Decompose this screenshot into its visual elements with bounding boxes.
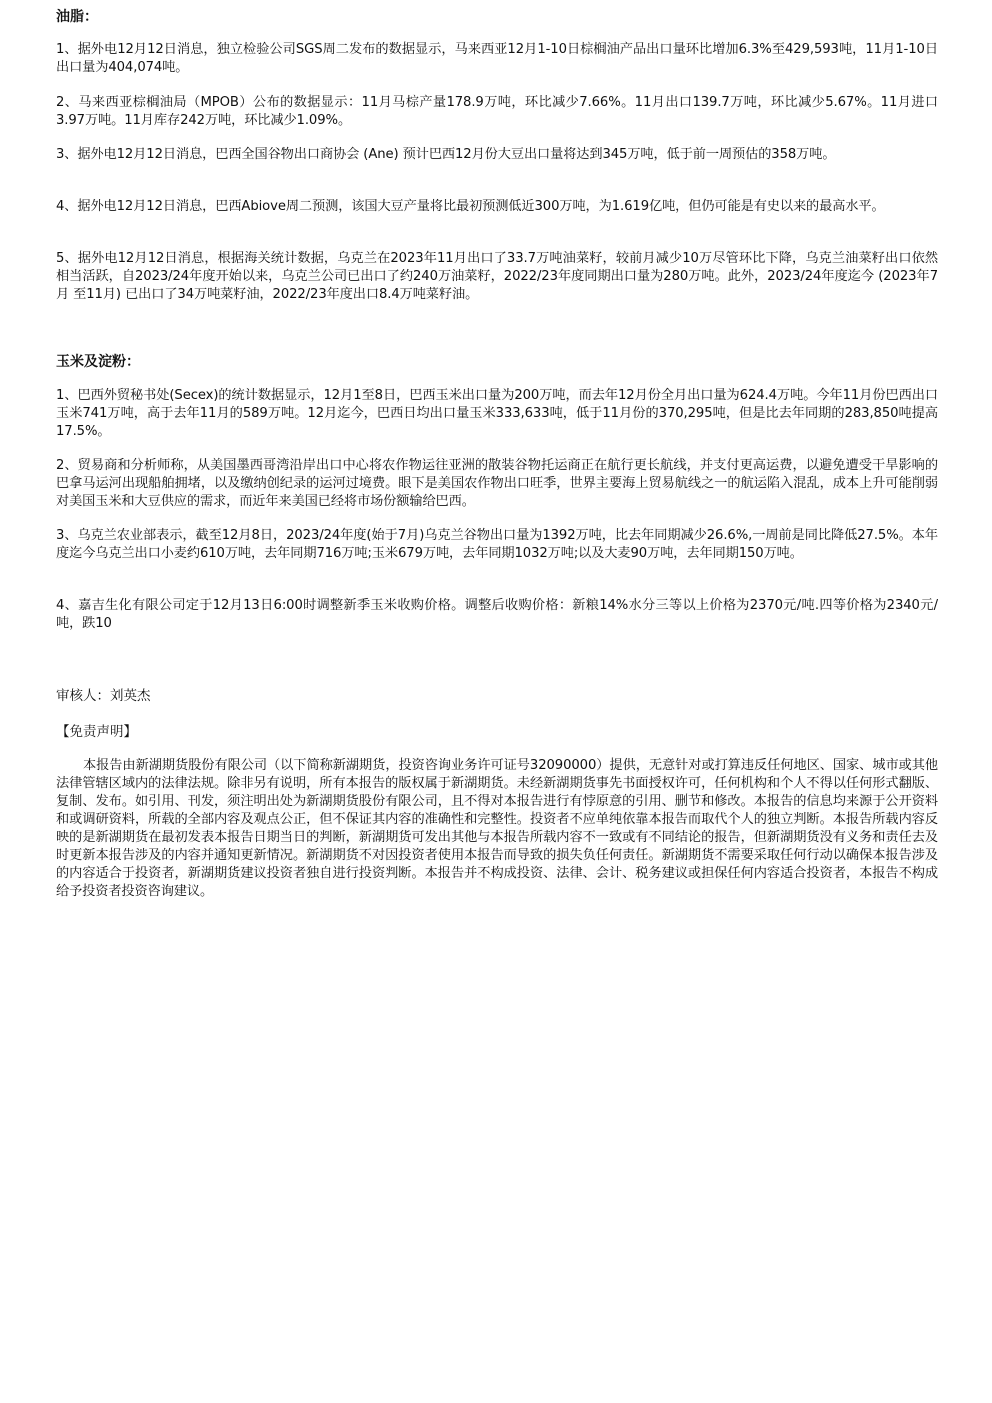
oils-item-1: 1、据外电12月12日消息，独立检验公司SGS周二发布的数据显示，马来西亚12月1-10日棕榈油产品出口量环比增加6.3%至429,593吨，11月1-10日出口量为404,074吨。 <box>56 42 938 75</box>
reviewer-line: 审核人：刘英杰 <box>56 688 151 704</box>
oils-item-2: 2、马来西亚棕榈油局（MPOB）公布的数据显示：11月马棕产量178.9万吨，环比减少7.66%。11月出口139.7万吨，环比减少5.67%。11月进口3.97万吨。11月库存242万吨，环比减少1.09%。 <box>56 95 938 128</box>
oils-item-3: 3、据外电12月12日消息，巴西全国谷物出口商协会 (Ane) 预计巴西12月份大豆出口量将达到345万吨，低于前一周预估的358万吨。 <box>56 147 836 162</box>
oils-item-5: 5、据外电12月12日消息，根据海关统计数据，乌克兰在2023年11月出口了33.7万吨油菜籽，较前月减少10万尽管环比下降，乌克兰油菜籽出口依然相当活跃，自2023/24年度开始以来，乌克兰公司已出口了约240万油菜籽，2022/23年度同期出口量为280万吨。此外，2023/24年度迄今 (2023年7月 至11月) 已出口了34万吨菜籽油，2022/23年度出口8.4万吨菜籽油。 <box>56 251 938 302</box>
disclaimer-title: 【免责声明】 <box>56 724 137 740</box>
corn-item-1: 1、巴西外贸秘书处(Secex)的统计数据显示，12月1至8日，巴西玉米出口量为200万吨，而去年12月份全月出口量为624.4万吨。今年11月份巴西出口玉米741万吨，高于去年11月的589万吨。12月迄今，巴西日均出口量玉米333,633吨，低于11月份的370,295吨，但是比去年同期的283,850吨提高17.5%。 <box>56 388 938 439</box>
corn-item-3: 3、乌克兰农业部表示，截至12月8日，2023/24年度(始于7月)乌克兰谷物出口量为1392万吨，比去年同期减少26.6%,一周前是同比降低27.5%。本年度迄今乌克兰出口小麦约610万吨，去年同期716万吨;玉米679万吨，去年同期1032万吨;以及大麦90万吨，去年同期150万吨。 <box>56 528 938 561</box>
corn-item-2: 2、贸易商和分析师称，从美国墨西哥湾沿岸出口中心将农作物运往亚洲的散装谷物托运商正在航行更长航线，并支付更高运费，以避免遭受干旱影响的巴拿马运河出现船舶拥堵，以及缴纳创纪录的运河过境费。眼下是美国农作物出口旺季，世界主要海上贸易航线之一的航运陷入混乱，成本上升可能削弱对美国玉米和大豆供应的需求，而近年来美国已经将市场份额输给巴西。 <box>56 458 938 509</box>
oils-item-4: 4、据外电12月12日消息，巴西Abiove周二预测，该国大豆产量将比最初预测低近300万吨，为1.619亿吨，但仍可能是有史以来的最高水平。 <box>56 199 885 214</box>
corn-section-title: 玉米及淀粉： <box>56 354 140 370</box>
corn-item-4: 4、嘉吉生化有限公司定于12月13日6:00时调整新季玉米收购价格。调整后收购价格：新粮14%水分三等以上价格为2370元/吨.四等价格为2340元/吨，跌10 <box>56 598 938 631</box>
oils-section-title: 油脂： <box>56 9 98 25</box>
disclaimer-body: 本报告由新湖期货股份有限公司（以下简称新湖期货，投资咨询业务许可证号32090000）提供，无意针对或打算违反任何地区、国家、城市或其他法律管辖区域内的法律法规。除非另有说明，所有本报告的版权属于新湖期货。未经新湖期货事先书面授权许可，任何机构和个人不得以任何形式翻版、复制、发布。如引用、刊发，须注明出处为新湖期货股份有限公司，且不得对本报告进行有悖原意的引用、删节和修改。本报告的信息均来源于公开资料和或调研资料，所载的全部内容及观点公正，但不保证其内容的准确性和完整性。投资者不应单纯依靠本报告而取代个人的独立判断。本报告所载内容反映的是新湖期货在最初发表本报告日期当日的判断，新湖期货可发出其他与本报告所载内容不一致或有不同结论的报告，但新湖期货没有义务和责任去及时更新本报告涉及的内容并通知更新情况。新湖期货不对因投资者使用本报告而导致的损失负任何责任。新湖期货不需要采取任何行动以确保本报告涉及的内容适合于投资者，新湖期货建议投资者独自进行投资判断。本报告并不构成投资、法律、会计、税务建议或担保任何内容适合投资者，本报告不构成给予投资者投资咨询建议。 <box>56 758 938 899</box>
